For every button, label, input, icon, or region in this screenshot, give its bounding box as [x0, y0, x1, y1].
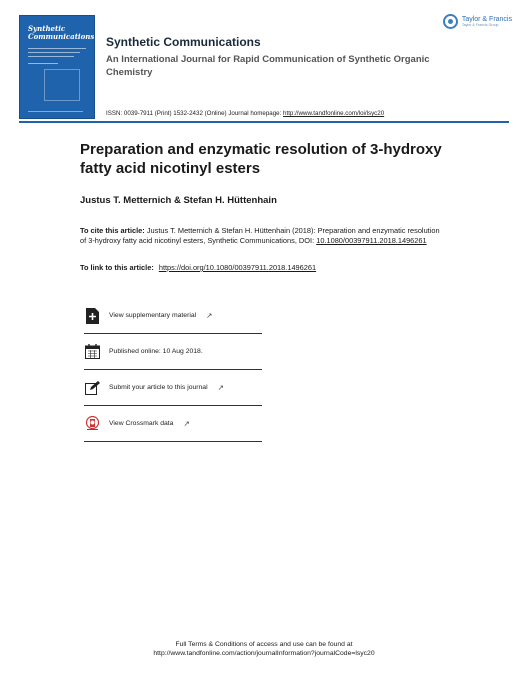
header-divider [19, 121, 509, 123]
article-link-row [80, 263, 316, 272]
submit-article-label: Submit your article to this journal [109, 384, 208, 391]
footer-terms-text: Full Terms & Conditions of access and use can be found at [175, 641, 353, 648]
crossmark-icon [84, 415, 101, 432]
citation-label: To cite this article: [80, 226, 145, 235]
journal-cover-image [19, 15, 95, 119]
journal-subtitle: An International Journal for Rapid Communication of Synthetic Organic Chemistry [106, 54, 430, 78]
supplementary-material-label: View supplementary material [109, 312, 197, 319]
edit-icon [84, 379, 101, 396]
journal-homepage-link[interactable]: http://www.tandfonline.com/loi/lsyc20 [283, 110, 385, 117]
article-title: Preparation and enzymatic resolution of 3-hydroxy fatty acid nicotinyl esters [80, 141, 442, 177]
published-online-label: Published online: 10 Aug 2018. [109, 348, 203, 355]
citation-text: Justus T. Metternich & Stefan H. Hüttenhain (2018): Preparation and enzymatic resolution of 3-hydroxy fatty acid nicotinyl esters, Synthetic Communications, DOI: [80, 226, 440, 245]
article-link-label: To link to this article: [80, 263, 154, 272]
article-doi-url[interactable]: https://doi.org/10.1080/00397911.2018.1496261 [158, 263, 317, 272]
cover-title: Synthetic Communications [28, 24, 95, 41]
article-authors: Justus T. Metternich & Stefan H. Hüttenhain [80, 195, 277, 206]
external-link-icon: ↗ [206, 311, 213, 320]
published-online-item [84, 334, 262, 370]
footer-terms [0, 640, 528, 658]
external-link-icon: ↗ [217, 383, 224, 392]
article-links-list [84, 298, 262, 442]
citation-doi-link[interactable]: 10.1080/00397911.2018.1496261 [316, 235, 427, 245]
crossmark-link[interactable] [84, 406, 262, 442]
issn-text: ISSN: 0039-7911 (Print) 1532-2432 (Online) Journal homepage: [106, 110, 282, 117]
journal-title[interactable]: Synthetic Communications [106, 35, 261, 49]
external-link-icon: ↗ [183, 419, 190, 428]
publisher-name: Taylor & Francis [461, 15, 512, 23]
submit-article-link[interactable] [84, 370, 262, 406]
supplementary-material-link[interactable] [84, 298, 262, 334]
crossmark-label: View Crossmark data [109, 420, 174, 427]
publisher-subtitle: Taylor & Francis Group [461, 22, 499, 27]
calendar-icon [84, 343, 101, 360]
publisher-logo-icon [443, 14, 458, 29]
publisher-logo [443, 14, 512, 29]
issn-line [106, 110, 384, 117]
citation-block [80, 226, 440, 246]
plus-document-icon [84, 307, 101, 324]
footer-terms-link[interactable]: http://www.tandfonline.com/action/journalInformation?journalCode=lsyc20 [153, 650, 375, 657]
